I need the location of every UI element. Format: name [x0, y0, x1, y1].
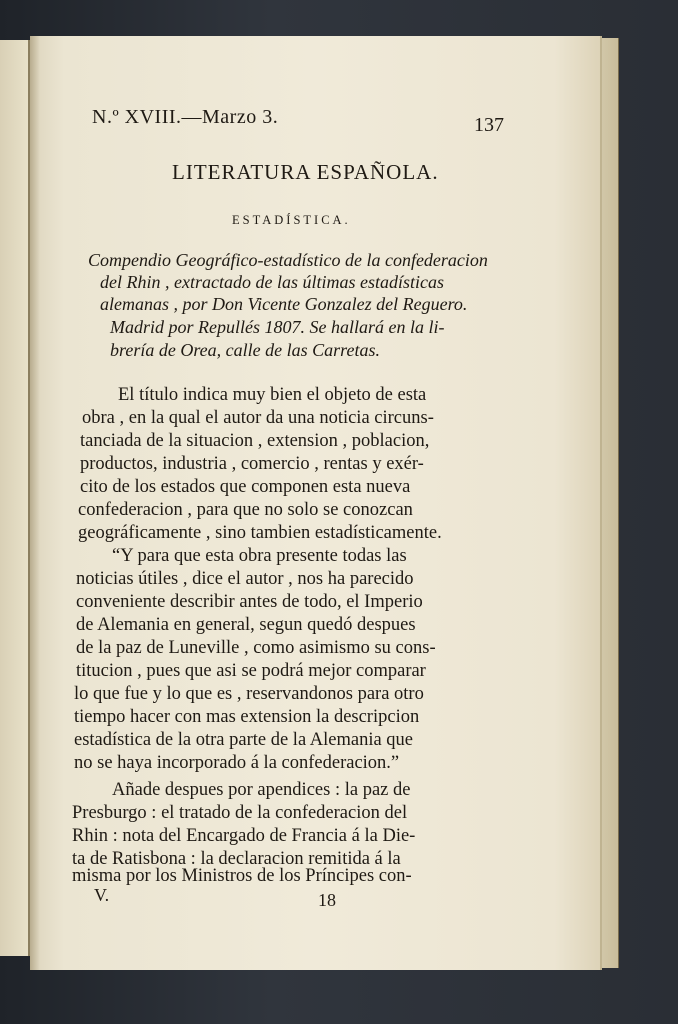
section-subtitle: ESTADÍSTICA.	[232, 213, 351, 227]
page-gutter-shadow	[30, 36, 40, 970]
facing-page-edge	[0, 40, 30, 956]
body-line: Rhin : nota del Encargado de Francia á la Die-	[72, 826, 416, 846]
body-line: confederacion , para que no solo se conozcan	[78, 500, 413, 520]
body-line: obra , en la qual el autor da una noticia circuns-	[82, 408, 434, 428]
body-line: lo que fue y lo que es , reservandonos para otro	[74, 684, 424, 704]
signature-mark: V.	[94, 885, 110, 905]
body-line: de la paz de Luneville , como asimismo su cons-	[76, 638, 436, 658]
body-line: El título indica muy bien el objeto de esta	[118, 385, 427, 405]
body-line: Añade despues por apendices : la paz de	[112, 780, 411, 800]
body-line: estadística de la otra parte de la Alemania que	[74, 730, 414, 750]
citation-line: del Rhin , extractado de las últimas estadísticas	[100, 272, 444, 292]
body-line: cito de los estados que componen esta nueva	[80, 477, 411, 497]
body-line: tanciada de la situacion , extension , poblacion,	[80, 431, 430, 451]
body-line: noticias útiles , dice el autor , nos ha parecido	[76, 569, 414, 589]
page-number: 137	[474, 114, 504, 136]
citation-line: alemanas , por Don Vicente Gonzalez del Reguero.	[100, 294, 468, 314]
body-line: conveniente describir antes de todo, el Imperio	[76, 592, 423, 612]
body-line: tiempo hacer con mas extension la descripcion	[74, 707, 420, 727]
citation-line: brería de Orea, calle de las Carretas.	[110, 340, 380, 360]
body-line: Presburgo : el tratado de la confederacion del	[72, 803, 408, 823]
body-line: geográficamente , sino tambien estadísticamente.	[78, 523, 442, 543]
body-line: titucion , pues que asi se podrá mejor comparar	[76, 661, 426, 681]
body-line: misma por los Ministros de los Príncipes con-	[72, 866, 412, 886]
body-line: productos, industria , comercio , rentas y exér-	[80, 454, 424, 474]
body-line: “Y para que esta obra presente todas las	[112, 546, 407, 566]
body-line: de Alemania en general, segun quedó despues	[76, 615, 416, 635]
sheet-number: 18	[318, 890, 336, 910]
citation-line: Madrid por Repullés 1807. Se hallará en la li-	[110, 317, 445, 337]
section-title: LITERATURA ESPAÑOLA.	[172, 160, 439, 184]
body-line: ta de Ratisbona : la declaracion remitida á la	[72, 849, 401, 869]
citation-line: Compendio Geográfico-estadístico de la confederacion	[88, 250, 488, 270]
issue-header: N.º XVIII.—Marzo 3.	[92, 106, 279, 128]
body-line: no se haya incorporado á la confederacion.”	[74, 753, 400, 773]
